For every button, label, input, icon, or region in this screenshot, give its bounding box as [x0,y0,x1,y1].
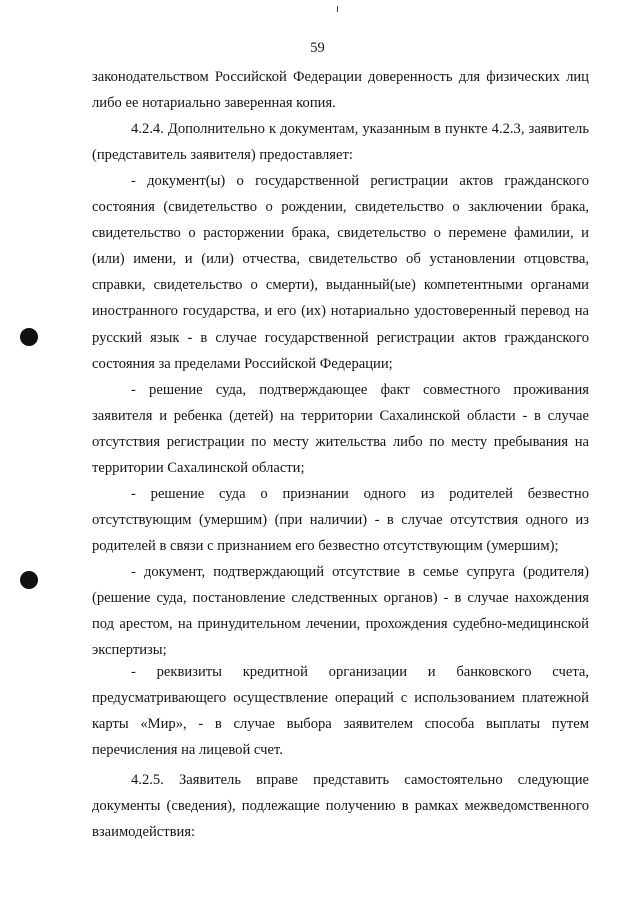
paragraph-item-court-missing-parent: - решение суда о признании одного из родителей безвестно отсутствующим (умершим) (при наличии) - в случае отсутствия одного из родителей в связи с признанием его безвестно отсутствующим (умершим); [92,486,589,555]
paragraph-continuation: законодательством Российской Федерации доверенность для физических лиц либо ее нотариально заверенная копия. [92,69,589,112]
paragraph-item-civil-registration: - документ(ы) о государственной регистрации актов гражданского состояния (свидетельство о рождении, свидетельство о заключении брака, свидетельство о расторжении брака, свидетельство о перемене фамилии, и (или) имени, и (или) отчества, свидетельство об установлении отцовства, справки, свидетельство о смерти), выданный(ые) компетентными органами иностранного государства, и его (их) нотариально удостоверенный перевод на русский язык - в случае государственной регистрации актов гражданского состояния за пределами Российской Федерации; [92,173,589,372]
binder-hole-bottom [20,571,38,589]
paragraph-4-2-5: 4.2.5. Заявитель вправе представить самостоятельно следующие документы (сведения), подлежащие получению в рамках межведомственного взаимодействия: [92,772,589,841]
paragraph-item-bank-details: - реквизиты кредитной организации и банковского счета, предусматривающего осуществление операций с использованием платежной карты «Мир», - в случае выбора заявителем способа выплаты путем перечисления на лицевой счет. [92,664,589,759]
paragraph-item-spouse-absence: - документ, подтверждающий отсутствие в семье супруга (родителя) (решение суда, постановление следственных органов) - в случае нахождения под арестом, на принудительном лечении, прохождения судебно-медицинской экспертизы; [92,564,589,659]
page-number: 59 [310,40,325,56]
paragraph-item-court-cohabitation: - решение суда, подтверждающее факт совместного проживания заявителя и ребенка (детей) на территории Сахалинской области - в случае отсутствия регистрации по месту жительства либо по месту пребывания на территории Сахалинской области; [92,382,589,477]
scan-speck [337,6,338,12]
binder-hole-top [20,328,38,346]
paragraph-4-2-4: 4.2.4. Дополнительно к документам, указанным в пункте 4.2.3, заявитель (представитель заявителя) предоставляет: [92,121,589,164]
